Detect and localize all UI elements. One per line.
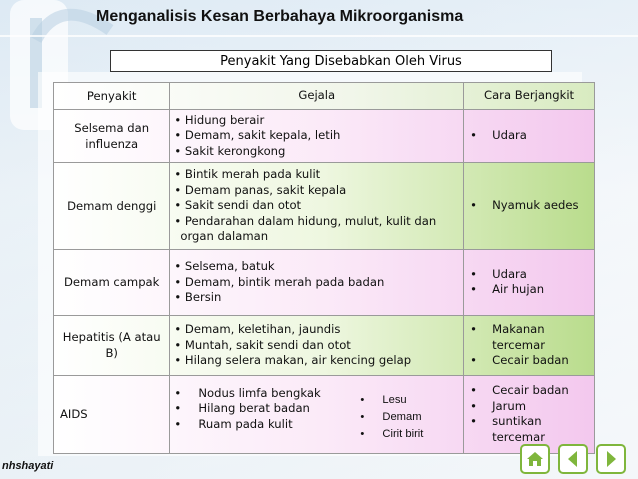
transmission-cell [464,375,595,453]
symptoms-cell [170,109,464,163]
symptom-item: • Pendarahan dalam hidung, mulut, kulit dan [174,213,437,228]
transmission-item: Nyamuk aedes [492,198,579,213]
symptom-item: • Demam, bintik merah pada badan [174,274,385,289]
symptom-item: Cirit birit [382,427,424,440]
bullet: • [470,266,477,281]
author-label: nhshayati [2,460,54,472]
disease-cell: Selsema dan influenza [54,109,170,163]
transmission-item: Udara [492,266,527,281]
bullet: • [174,385,182,400]
disease-cell: AIDS [54,375,170,453]
table-header-row [54,83,595,110]
symptom-item: • Demam, sakit kepala, letih [174,128,341,143]
transmission-item: suntikan tercemar [492,414,545,444]
disease-cell: Demam denggi [54,163,170,250]
symptom-item: • Hilang selera makan, air kencing gelap [174,353,412,367]
symptom-item: • Demam panas, sakit kepala [174,182,347,197]
symptom-item: Nodus limfa bengkak [198,385,321,400]
symptom-item: • Bintik merah pada kulit [174,167,321,182]
disease-cell: Demam campak [54,249,170,315]
column-header-disease: Penyakit [54,83,170,110]
bullet: • [174,416,182,431]
symptom-item: Ruam pada kulit [198,416,293,431]
symptom-item: • Hidung berair [174,112,265,127]
transmission-item: Udara [492,128,527,143]
column-header-symptoms: Gejala [170,83,464,110]
symptom-item: Hilang berat badan [198,401,310,416]
transmission-cell [464,163,595,250]
symptoms-cell [170,163,464,250]
disease-cell: Hepatitis (A atau B) [54,315,170,375]
bullet: • [360,393,365,406]
symptoms-cell [170,315,464,375]
transmission-cell [464,109,595,163]
transmission-item: Air hujan [492,282,545,297]
symptom-item: Lesu [382,393,407,406]
transmission-item: Jarum [492,398,527,413]
symptom-item: • Muntah, sakit sendi dan otot [174,337,351,352]
column-header-transmission: Cara Berjangkit [464,83,595,110]
symptom-item: • Sakit sendi dan otot [174,198,302,213]
bullet: • [360,427,365,440]
bullet: • [470,398,477,413]
forward-icon[interactable] [596,444,626,474]
bullet: • [470,383,477,398]
slide-title: Menganalisis Kesan Berbahaya Mikroorganisma [96,8,464,25]
transmission-item: Cecair badan [492,383,569,398]
transmission-cell [464,315,595,375]
symptom-item: organ dalaman [180,229,269,244]
bullet: • [174,401,182,416]
bullet: • [470,282,477,297]
transmission-item: Cecair badan [492,353,569,367]
transmission-item: Makanan tercemar [492,322,545,352]
bullet: • [360,410,365,423]
table-row [54,109,595,163]
symptom-item: Demam [382,410,422,423]
bullet: • [470,322,477,336]
bullet: • [470,353,477,367]
symptom-item: • Selsema, batuk [174,259,275,274]
home-icon[interactable] [520,444,550,474]
symptom-item: • Sakit kerongkong [174,143,286,158]
slide-subtitle [110,50,552,72]
symptoms-cell [170,249,464,315]
transmission-cell [464,249,595,315]
symptom-item: • Bersin [174,290,222,305]
bullet: • [470,128,477,143]
table-row [54,315,595,375]
table-row [54,249,595,315]
back-icon[interactable] [558,444,588,474]
subtitle-text: Penyakit Yang Disebabkan Oleh Virus [220,53,462,69]
bullet: • [470,198,477,213]
table-row [54,163,595,250]
symptom-item: • Demam, keletihan, jaundis [174,322,341,336]
bullet: • [470,414,477,429]
table-row [54,375,595,453]
symptoms-cell [170,375,464,453]
virus-disease-table [53,82,595,454]
